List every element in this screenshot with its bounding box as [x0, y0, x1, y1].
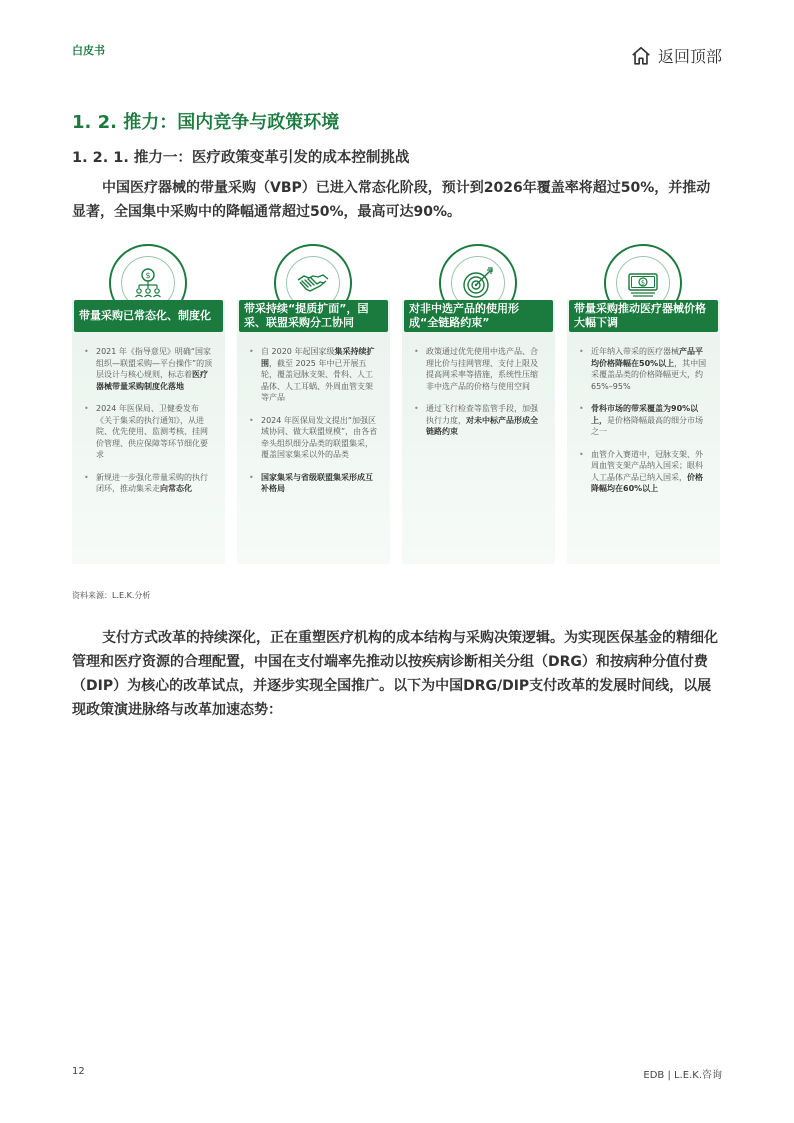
source-note: 资料来源：L.E.K.分析	[72, 591, 151, 600]
policy-card-list	[577, 346, 709, 506]
target-icon	[461, 266, 495, 300]
banknote-icon	[626, 266, 660, 300]
list-item: • 2024 年医保局发文提出“加强区域协同、做大联盟规模”，由各省牵头组织细分品类的联盟集采，覆盖国家集采以外的品类	[247, 415, 379, 461]
list-item: • 2024 年医保局、卫健委发布《关于集采的执行通知》，从进院、优先使用、监测考核、挂网价管理、供应保障等环节细化要求	[82, 403, 214, 461]
policy-card-1	[72, 244, 225, 564]
policy-card-title: 带量采购已常态化、制度化	[74, 300, 223, 332]
subsection-heading: 1. 2. 1. 推力一：医疗政策变革引发的成本控制挑战	[72, 150, 410, 166]
policy-card-title: 带采持续“提质扩面”，国采、联盟采购分工协同	[239, 300, 388, 332]
policy-card-title: 带量采购推动医疗器械价格大幅下调	[569, 300, 718, 332]
handshake-icon	[296, 266, 330, 300]
policy-card-3	[402, 244, 555, 564]
list-item: • 政策通过优先使用中选产品、合理比价与挂网管理、支付上限及提高网采率等措施，系统性压缩非中选产品的价格与使用空间	[412, 346, 544, 392]
svg-text:$: $	[145, 271, 151, 280]
body-paragraph: 支付方式改革的持续深化，正在重塑医疗机构的成本结构与采购决策逻辑。为实现医保基金的精细化管理和医疗资源的合理配置，中国在支付端率先推动以按疾病诊断相关分组（DRG）和按病种分值付费（DIP）为核心的改革试点，并逐步实现全国推广。以下为中国DRG/DIP支付改革的发展时间线，以展现政策演进脉络与改革加速态势：	[72, 630, 718, 718]
policy-card-2	[237, 244, 390, 564]
policy-card-title: 对非中选产品的使用形成“全链路约束”	[404, 300, 553, 332]
page-number: 12	[72, 1066, 85, 1077]
svg-text:$: $	[640, 278, 646, 287]
policy-card-list	[247, 346, 379, 506]
money-people-icon	[131, 266, 165, 300]
section-heading: 1. 2. 推力：国内竞争与政策环境	[72, 112, 340, 133]
list-item: • 骨科市场的带采覆盖为90%以上，是价格降幅最高的细分市场之一	[577, 403, 709, 438]
footer-brand: EDB | L.E.K.咨询	[643, 1070, 722, 1081]
policy-card-4	[567, 244, 720, 564]
header-label: 白皮书	[72, 44, 105, 57]
list-item: • 血管介入赛道中，冠脉支架、外周血管支架产品纳入国采；眼科人工晶体产品已纳入国采，价格降幅均在60%以上	[577, 449, 709, 495]
list-item: • 2021 年《指导意见》明确“国家组织—联盟采购—平台操作”的顶层设计与核心规则，标志着医疗器械带量采购制度化落地	[82, 346, 214, 392]
policy-cards	[72, 244, 720, 564]
policy-card-list	[82, 346, 214, 506]
home-icon	[630, 45, 652, 67]
back-to-top-label: 返回顶部	[657, 47, 722, 66]
list-item: • 通过飞行检查等监管手段，加强执行力度，对未中标产品形成全链路约束	[412, 403, 544, 438]
list-item: • 国家集采与省级联盟集采形成互补格局	[247, 472, 379, 495]
policy-card-list	[412, 346, 544, 449]
list-item: • 新规进一步强化带量采购的执行闭环，推动集采走向常态化	[82, 472, 214, 495]
list-item: • 自 2020 年起国家级集采持续扩围，截至 2025 年中已开展五轮，覆盖冠脉支架、骨科、人工晶体、人工耳蜗、外周血管支架等产品	[247, 346, 379, 404]
intro-paragraph: 中国医疗器械的带量采购（VBP）已进入常态化阶段，预计到2026年覆盖率将超过50%，并推动显著，全国集中采购中的降幅通常超过50%，最高可达90%。	[72, 180, 711, 220]
back-to-top-button[interactable]	[630, 44, 722, 67]
list-item: • 近年纳入带采的医疗器械产品平均价格降幅在50%以上，其中国采覆盖品类的价格降幅更大，约65%–95%	[577, 346, 709, 392]
